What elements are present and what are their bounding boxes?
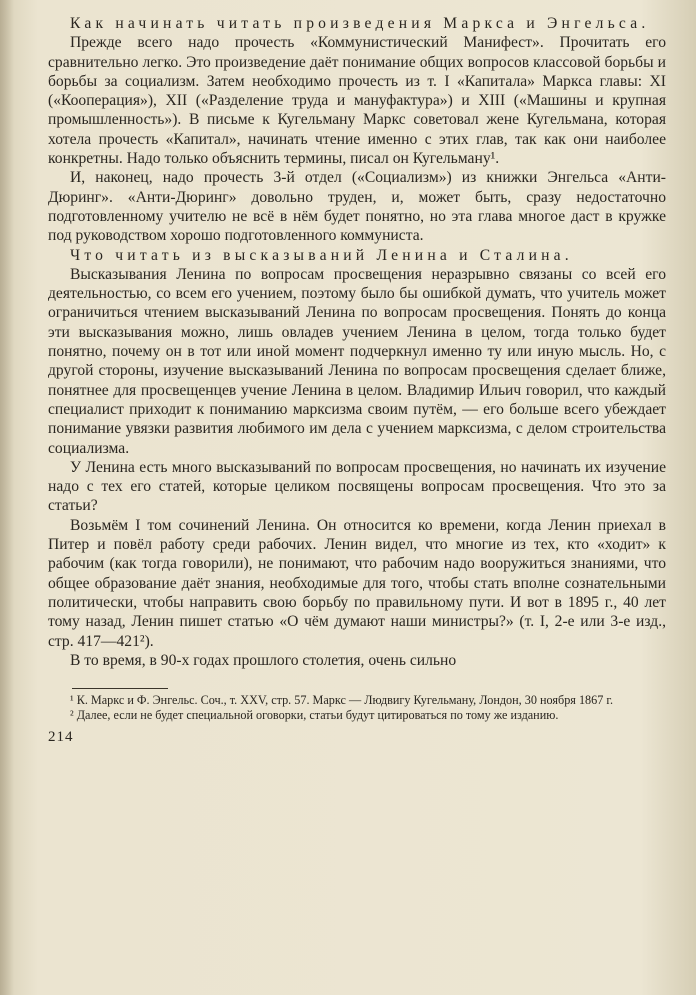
paragraph: Прежде всего надо прочесть «Коммунистический Манифест». Прочитать его сравнительно легко. Это произведение даёт понимание общих вопросов классовой борьбы и борьбы за социализм. Затем необходимо прочесть из т. I «Капитала» Маркса главы: XI («Кооперация»), XII («Разделение труда и мануфактура») и XIII («Машины и крупная промышленность»). В письме к Кугельману Маркс советовал жене Кугельмана, которая хотела прочесть «Капитал», начинать чтение именно с этих глав, так как они наиболее конкретны. Надо только объяснить термины, писал он Кугельману¹.	[48, 34, 666, 168]
binding-shadow	[0, 0, 14, 995]
paragraph: В то время, в 90-х годах прошлого столетия, очень сильно	[70, 651, 457, 669]
paragraph: Высказывания Ленина по вопросам просвещения неразрывно связаны со всей его деятельностью, со всем его учением, поэтому было бы ошибкой думать, что учитель может ограничиться чтением высказываний Ленина по вопросам просвещения. Понять до конца эти высказывания можно, лишь овладев учением Ленина в целом, тогда только будет понятно, почему он в тот или иной момент подчеркнул именно ту или иную мысль. Но, с другой стороны, изучение высказываний Ленина по вопросам просвещения сделает ближе, понятнее для просвещенцев учение Ленина в целом. Владимир Ильич говорил, что каждый специалист приходит к пониманию марксизма своим путём, — его больше всего убеждает понимание увязки развития любимого им дела с учением марксизма, с делом строительства социализма.	[48, 265, 666, 457]
footnote-divider	[72, 688, 168, 689]
paragraph: И, наконец, надо прочесть 3-й отдел («Социализм») из книжки Энгельса «Анти-Дюринг». «Анти-Дюринг» довольно труден, и, может быть, сразу недостаточно подготовленному учителю не всё в нём будет понятно, но эта глава многое даст в кружке под руководством хорошо подготовленного коммуниста.	[48, 169, 666, 245]
page-number: 214	[48, 728, 74, 745]
paragraph: Возьмём I том сочинений Ленина. Он относится ко времени, когда Ленин приехал в Питер и повёл работу среди рабочих. Ленин видел, что многие из тех, кто «ходит» к рабочим (как тогда говорили), не понимают, что рабочим надо вооружиться знаниями, что общее образование даёт знания, необходимые для того, чтобы стать вполне сознательными политически, чтобы направить свою борьбу по правильному пути. И вот в 1895 г., 40 лет тому назад, Ленин пишет статью «О чём думают наши министры?» (т. I, 2-е или 3-е изд., стр. 417—421²).	[48, 516, 666, 650]
footnotes	[48, 688, 666, 723]
section-heading-marx: Как начинать читать произведения Маркса и Энгельса.	[70, 15, 650, 32]
footnote: ² Далее, если не будет специальной оговорки, статьи будут цитироваться по тому же изданию.	[70, 707, 559, 722]
paragraph: У Ленина есть много высказываний по вопросам просвещения, но начинать их изучение надо с тех его статей, которые целиком посвящены вопросам просвещения. Что это за статьи?	[48, 458, 666, 515]
section-heading-lenin: Что читать из высказываний Ленина и Сталина.	[70, 246, 573, 264]
footnote: ¹ К. Маркс и Ф. Энгельс. Соч., т. XXV, стр. 57. Маркс — Людвигу Кугельману, Лондон, 30 ноября 1867 г.	[70, 693, 614, 708]
